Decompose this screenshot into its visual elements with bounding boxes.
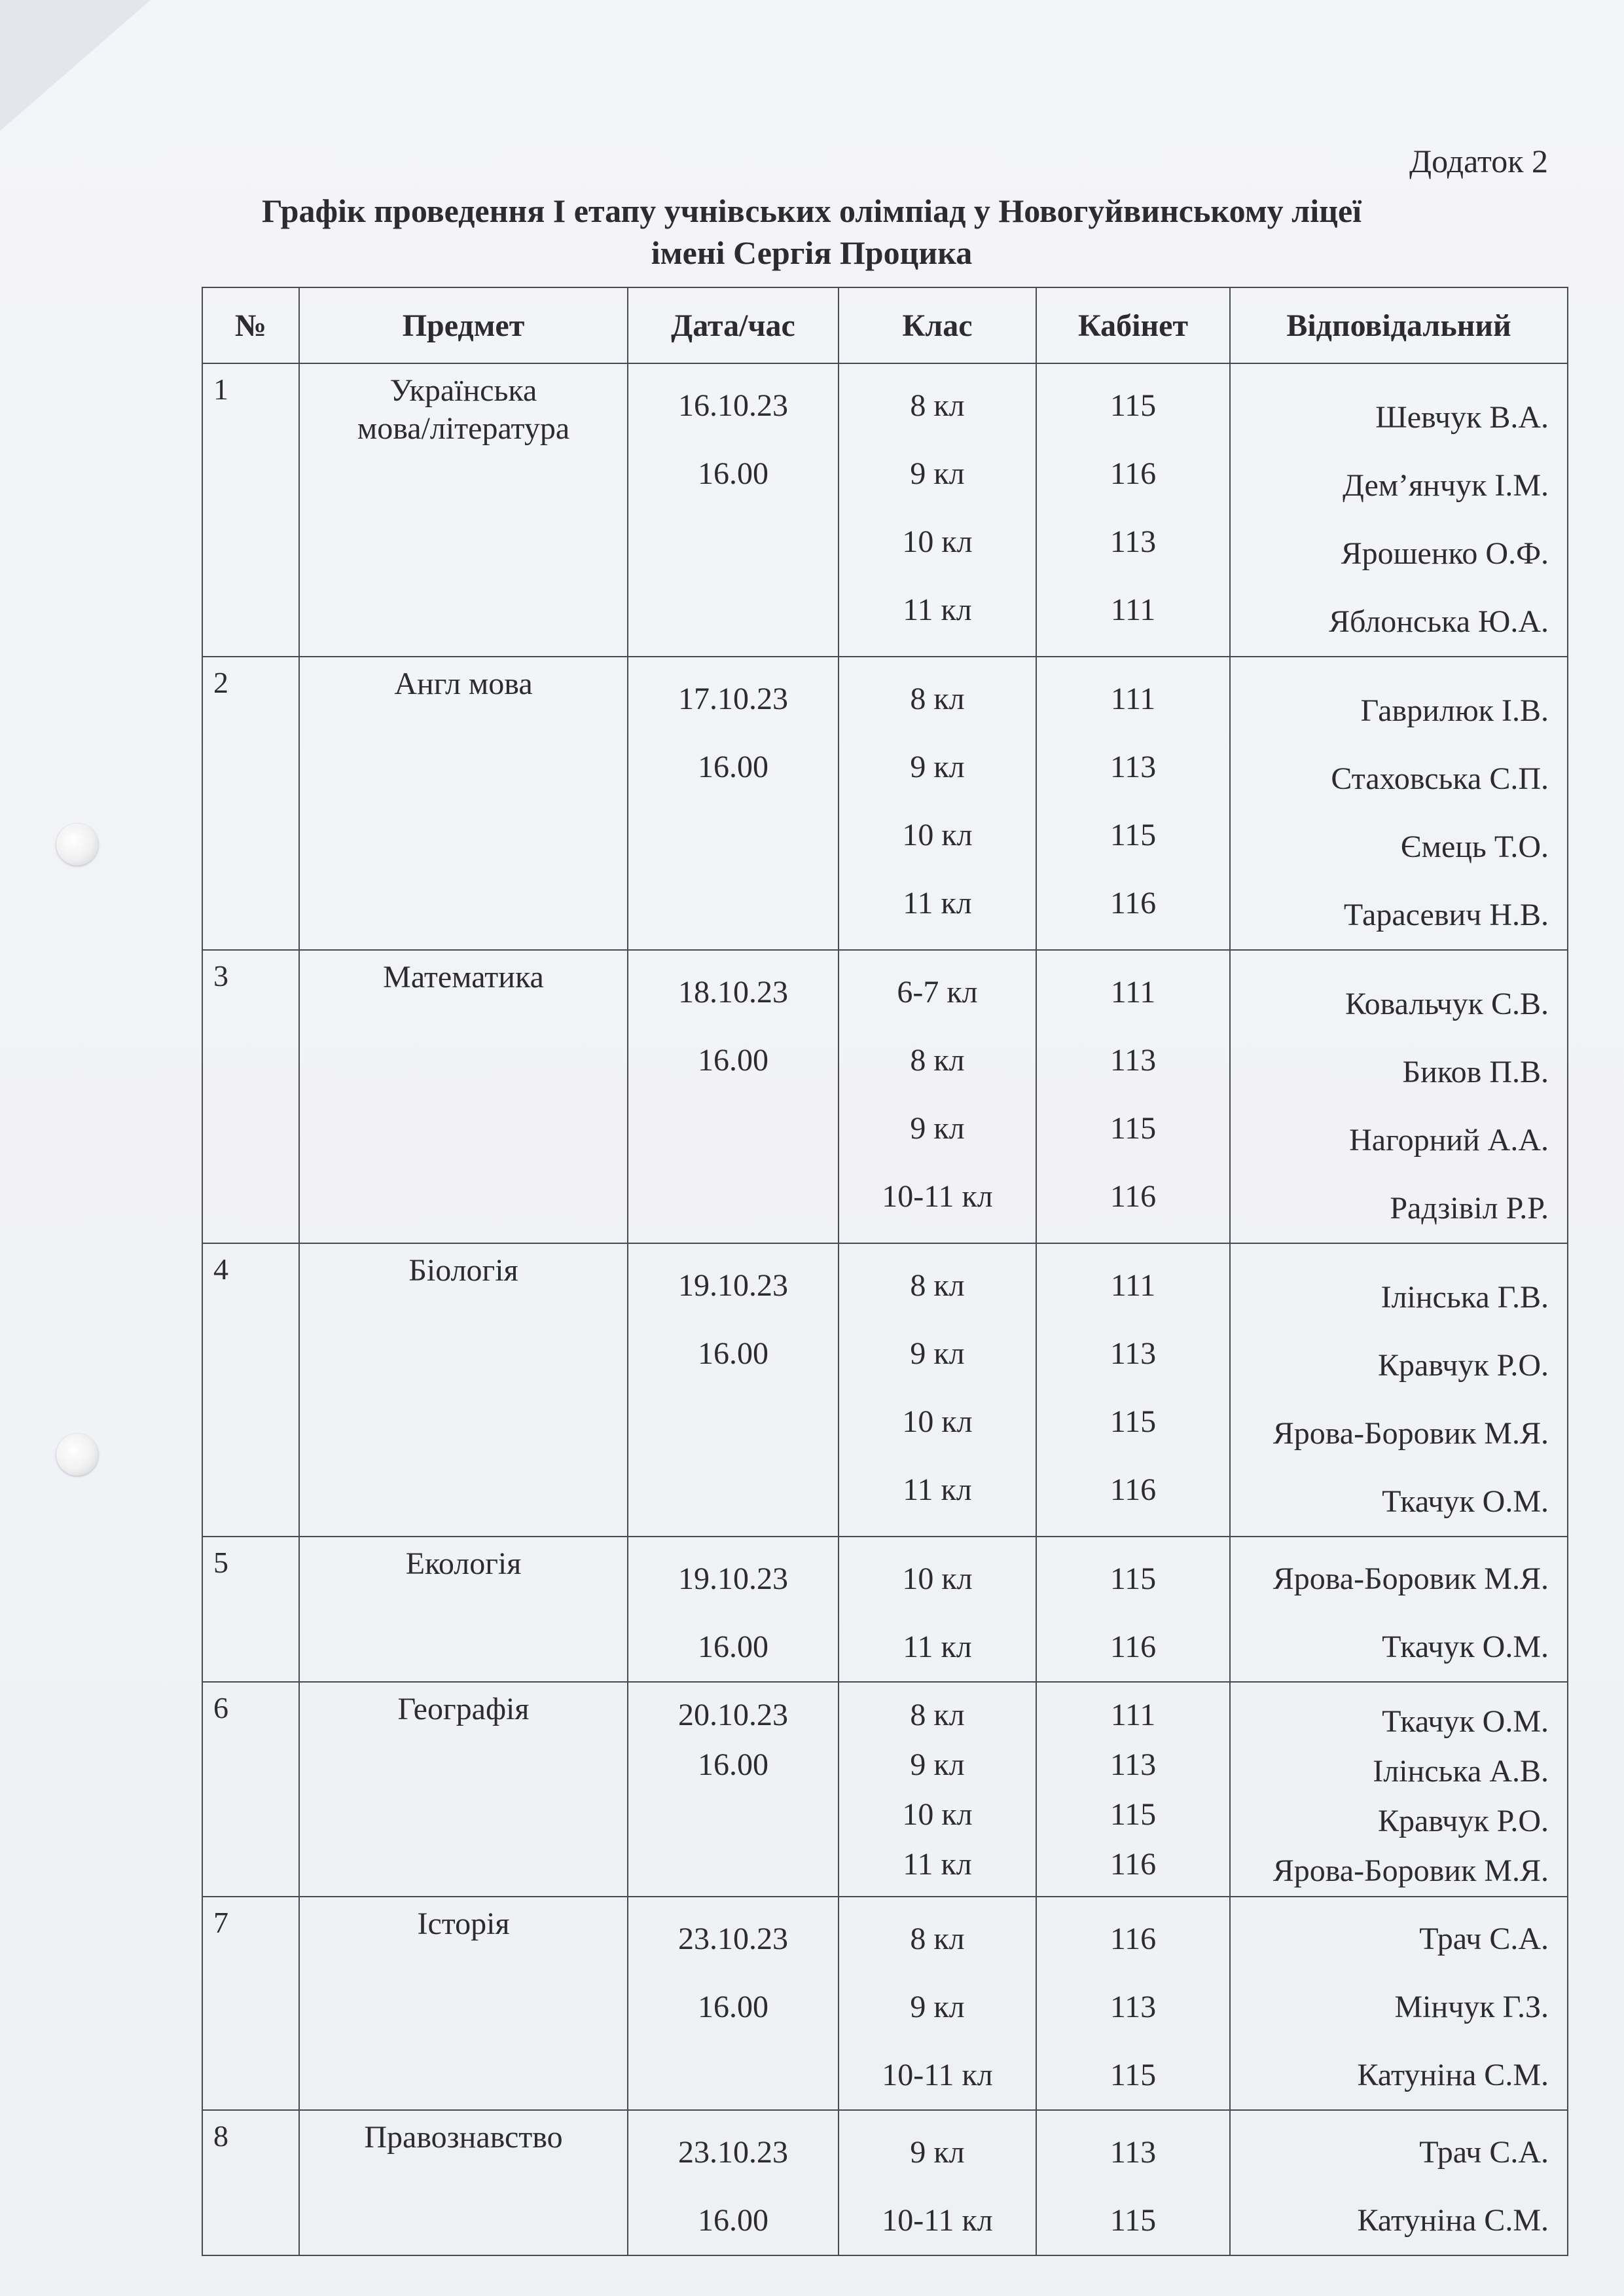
row-time: 16.00 [698, 456, 768, 491]
responsible-person: Радзівіл Р.Р. [1390, 1191, 1549, 1226]
row-classes [839, 1897, 1036, 2110]
row-responsible [1230, 1682, 1568, 1897]
responsible-person: Биков П.В. [1402, 1055, 1549, 1089]
row-subject [299, 1682, 628, 1897]
room-value: 115 [1110, 2058, 1157, 2092]
subject-line: Українська [389, 373, 537, 408]
row-rooms [1036, 1682, 1230, 1897]
row-date: 18.10.23 [678, 975, 788, 1010]
responsible-person: Шевчук В.А. [1375, 400, 1549, 435]
responsible-person: Ярошенко О.Ф. [1341, 536, 1549, 571]
responsible-person: Ілінська А.В. [1373, 1754, 1549, 1789]
class-value: 8 кл [910, 388, 965, 423]
row-rooms [1036, 2110, 1230, 2255]
room-value: 113 [1110, 1990, 1157, 2024]
row-rooms [1036, 363, 1230, 657]
class-value: 10 кл [902, 1404, 973, 1439]
room-value: 113 [1110, 2135, 1157, 2170]
class-value: 8 кл [910, 1922, 965, 1956]
folded-corner [0, 0, 151, 131]
row-number: 5 [202, 1537, 299, 1682]
room-value: 113 [1110, 524, 1157, 559]
subject-line: Правознавство [364, 2120, 563, 2155]
row-date: 16.10.23 [678, 388, 788, 423]
row-date: 23.10.23 [678, 2135, 788, 2170]
row-number: 4 [202, 1243, 299, 1537]
subject-line: Історія [417, 1906, 510, 1941]
appendix-label: Додаток 2 [1409, 143, 1548, 179]
room-value: 116 [1110, 456, 1157, 491]
table-row [202, 1243, 1568, 1537]
subject-line: Англ мова [394, 666, 533, 701]
table-row [202, 657, 1568, 950]
responsible-person: Тарасевич Н.В. [1343, 898, 1549, 932]
row-datetime [628, 1897, 839, 2110]
class-value: 10-11 кл [882, 2203, 993, 2238]
row-datetime [628, 1243, 839, 1537]
row-datetime [628, 950, 839, 1243]
row-classes [839, 657, 1036, 950]
responsible-person: Дем’янчук І.М. [1343, 468, 1549, 503]
row-subject [299, 657, 628, 950]
table-row [202, 1897, 1568, 2110]
row-rooms [1036, 1897, 1230, 2110]
subject-line: Біологія [408, 1253, 518, 1288]
responsible-person: Ілінська Г.В. [1380, 1280, 1549, 1315]
row-rooms [1036, 1537, 1230, 1682]
row-responsible [1230, 950, 1568, 1243]
room-value: 116 [1110, 1847, 1157, 1882]
class-value: 9 кл [910, 1111, 965, 1146]
row-responsible [1230, 2110, 1568, 2255]
table-row [202, 950, 1568, 1243]
row-classes [839, 2110, 1036, 2255]
responsible-person: Ткачук О.М. [1382, 1484, 1549, 1519]
room-value: 115 [1110, 1797, 1157, 1832]
class-value: 9 кл [910, 750, 965, 784]
class-value: 11 кл [903, 886, 972, 920]
row-responsible [1230, 657, 1568, 950]
row-time: 16.00 [698, 1043, 768, 1078]
row-subject [299, 363, 628, 657]
room-value: 116 [1110, 1630, 1157, 1664]
responsible-person: Ярова-Боровик М.Я. [1272, 1561, 1549, 1596]
responsible-person: Катуніна С.М. [1357, 2058, 1549, 2092]
row-number: 6 [202, 1682, 299, 1897]
subject-line: Екологія [405, 1546, 522, 1581]
class-value: 10-11 кл [882, 1179, 993, 1214]
room-value: 115 [1110, 2203, 1157, 2238]
room-value: 111 [1110, 975, 1156, 1010]
room-value: 111 [1110, 682, 1156, 716]
row-number: 8 [202, 2110, 299, 2255]
row-subject [299, 950, 628, 1243]
responsible-person: Ярова-Боровик М.Я. [1272, 1416, 1549, 1451]
row-classes [839, 1243, 1036, 1537]
table-row [202, 363, 1568, 657]
row-subject [299, 2110, 628, 2255]
responsible-person: Гаврилюк І.В. [1360, 693, 1549, 728]
responsible-person: Нагорний А.А. [1349, 1123, 1549, 1157]
responsible-person: Трач С.А. [1419, 1922, 1549, 1956]
row-datetime [628, 657, 839, 950]
responsible-person: Ткачук О.М. [1382, 1630, 1549, 1664]
row-number: 1 [202, 363, 299, 657]
responsible-person: Ковальчук С.В. [1344, 987, 1549, 1021]
subject-line: Географія [397, 1692, 530, 1726]
row-time: 16.00 [698, 1747, 768, 1782]
responsible-person: Кравчук Р.О. [1378, 1804, 1549, 1838]
row-date: 20.10.23 [678, 1698, 788, 1732]
row-time: 16.00 [698, 2203, 768, 2238]
row-time: 16.00 [698, 1990, 768, 2024]
header-responsible: Відповідальний [1230, 287, 1568, 363]
row-classes [839, 950, 1036, 1243]
row-responsible [1230, 1537, 1568, 1682]
row-number: 2 [202, 657, 299, 950]
row-responsible [1230, 1897, 1568, 2110]
class-value: 11 кл [903, 1630, 972, 1664]
row-time: 16.00 [698, 1336, 768, 1371]
responsible-person: Катуніна С.М. [1357, 2203, 1549, 2238]
room-value: 113 [1110, 1747, 1157, 1782]
row-number: 3 [202, 950, 299, 1243]
row-classes [839, 1537, 1036, 1682]
row-rooms [1036, 950, 1230, 1243]
table-row [202, 2110, 1568, 2255]
room-value: 111 [1110, 1268, 1156, 1303]
row-rooms [1036, 1243, 1230, 1537]
row-responsible [1230, 1243, 1568, 1537]
row-date: 19.10.23 [678, 1561, 788, 1596]
room-value: 111 [1110, 592, 1156, 627]
class-value: 6-7 кл [897, 975, 978, 1010]
room-value: 115 [1110, 1111, 1157, 1146]
room-value: 116 [1110, 886, 1157, 920]
class-value: 10 кл [902, 1797, 973, 1832]
punch-hole-top [56, 824, 98, 866]
class-value: 9 кл [910, 1990, 965, 2024]
header-room: Кабінет [1036, 287, 1230, 363]
room-value: 113 [1110, 1043, 1157, 1078]
responsible-person: Яблонська Ю.А. [1329, 604, 1549, 639]
row-datetime [628, 363, 839, 657]
room-value: 116 [1110, 1472, 1157, 1507]
responsible-person: Мінчук Г.З. [1394, 1990, 1549, 2024]
table-header-row [202, 287, 1568, 363]
title-line-1: Графік проведення І етапу учнівських олімпіад у Новогуйвинському ліцеї [261, 192, 1362, 229]
class-value: 11 кл [903, 592, 972, 627]
room-value: 116 [1110, 1179, 1157, 1214]
row-datetime [628, 1682, 839, 1897]
title-line-2: імені Сергія Процика [651, 234, 973, 271]
row-datetime [628, 1537, 839, 1682]
header-datetime: Дата/час [628, 287, 839, 363]
room-value: 115 [1110, 388, 1157, 423]
row-classes [839, 363, 1036, 657]
header-subject: Предмет [299, 287, 628, 363]
room-value: 113 [1110, 1336, 1157, 1371]
row-datetime [628, 2110, 839, 2255]
row-subject [299, 1537, 628, 1682]
class-value: 11 кл [903, 1847, 972, 1882]
class-value: 10 кл [902, 818, 973, 852]
class-value: 10 кл [902, 524, 973, 559]
room-value: 116 [1110, 1922, 1157, 1956]
class-value: 10-11 кл [882, 2058, 993, 2092]
header-number: № [202, 287, 299, 363]
class-value: 9 кл [910, 2135, 965, 2170]
row-time: 16.00 [698, 750, 768, 784]
row-date: 17.10.23 [678, 682, 788, 716]
table-row [202, 1537, 1568, 1682]
responsible-person: Стаховська С.П. [1331, 761, 1549, 796]
class-value: 8 кл [910, 1698, 965, 1732]
olympiad-schedule-table [202, 287, 1568, 2256]
room-value: 111 [1110, 1698, 1156, 1732]
class-value: 8 кл [910, 1043, 965, 1078]
subject-line: мова/література [357, 411, 570, 446]
room-value: 115 [1110, 1561, 1157, 1596]
row-date: 19.10.23 [678, 1268, 788, 1303]
punch-hole-bottom [56, 1434, 98, 1476]
row-subject [299, 1243, 628, 1537]
document-title [196, 190, 1427, 274]
responsible-person: Трач С.А. [1419, 2135, 1549, 2170]
row-time: 16.00 [698, 1630, 768, 1664]
class-value: 8 кл [910, 682, 965, 716]
responsible-person: Кравчук Р.О. [1378, 1348, 1549, 1383]
class-value: 9 кл [910, 456, 965, 491]
class-value: 8 кл [910, 1268, 965, 1303]
row-responsible [1230, 363, 1568, 657]
room-value: 113 [1110, 750, 1157, 784]
responsible-person: Ткачук О.М. [1382, 1704, 1549, 1739]
header-class: Клас [839, 287, 1036, 363]
subject-line: Математика [383, 960, 544, 994]
row-subject [299, 1897, 628, 2110]
class-value: 11 кл [903, 1472, 972, 1507]
room-value: 115 [1110, 818, 1157, 852]
table-row [202, 1682, 1568, 1897]
row-rooms [1036, 657, 1230, 950]
row-date: 23.10.23 [678, 1922, 788, 1956]
row-number: 7 [202, 1897, 299, 2110]
room-value: 115 [1110, 1404, 1157, 1439]
class-value: 10 кл [902, 1561, 973, 1596]
class-value: 9 кл [910, 1336, 965, 1371]
row-classes [839, 1682, 1036, 1897]
responsible-person: Ємець Т.О. [1400, 829, 1549, 864]
responsible-person: Ярова-Боровик М.Я. [1272, 1853, 1549, 1888]
class-value: 9 кл [910, 1747, 965, 1782]
